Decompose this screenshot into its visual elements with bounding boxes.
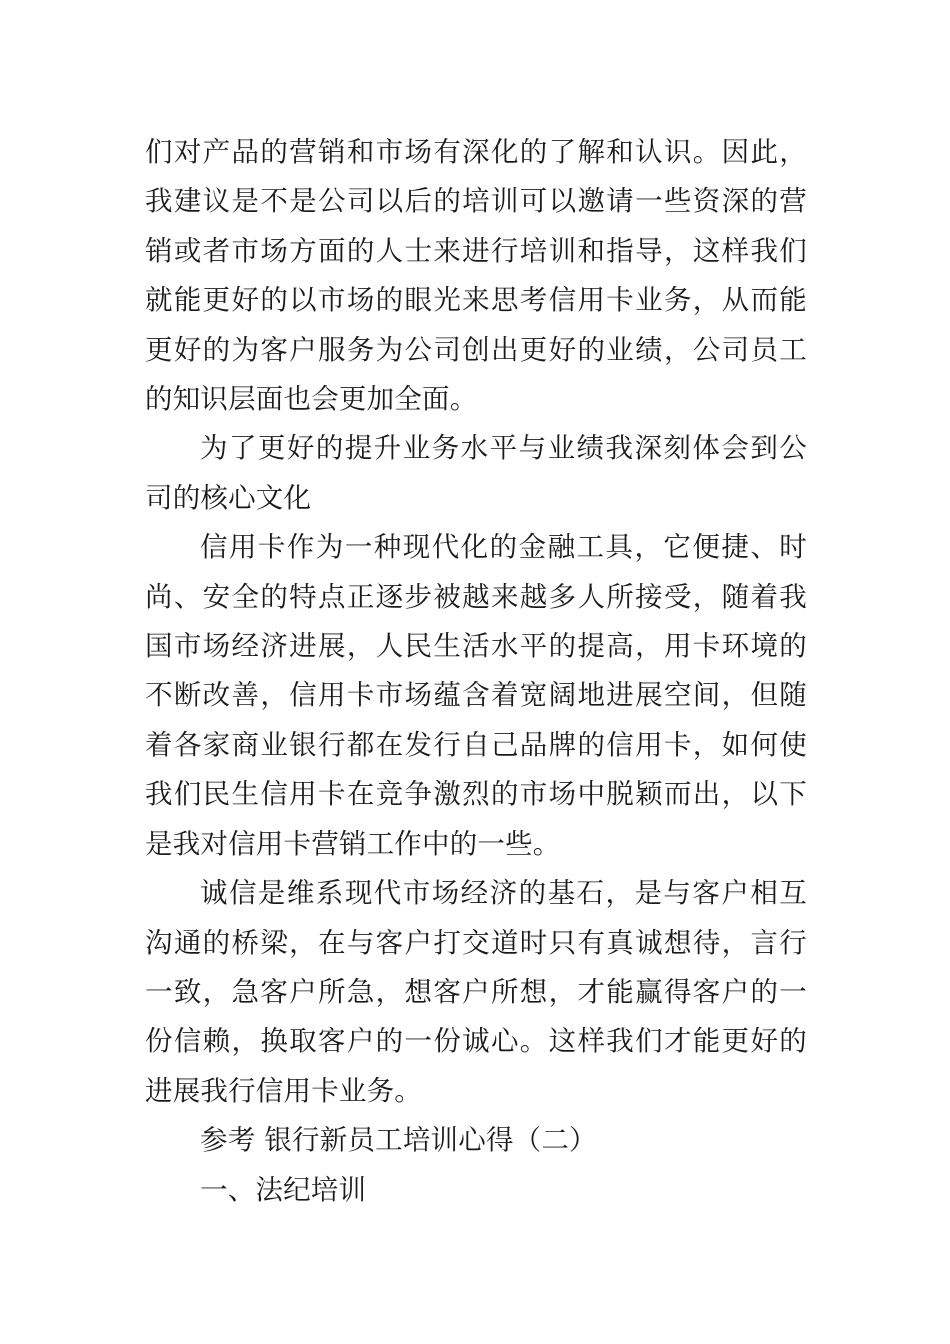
paragraph-core-culture: 为了更好的提升业务水平与业绩我深刻体会到公司的核心文化 (145, 432, 807, 514)
section-heading-discipline-training: 一、法纪培训 (200, 1173, 367, 1206)
paragraph-integrity: 诚信是维系现代市场经济的基石，是与客户相互沟通的桥梁，在与客户打交道时只有真诚想待，言行一致，急客户所急，想客户所想，才能赢得客户的一份信赖，换取客户的一份诚心。这样我们才能更好的进展我行信用卡业务。 (145, 877, 807, 1107)
paragraph-credit-card: 信用卡作为一种现代化的金融工具，它便捷、时尚、安全的特点正逐步被越来越多人所接受，随着我国市场经济进展，人民生活水平的提高，用卡环境的不断改善，信用卡市场蕴含着宽阔地进展空间，但随着各家商业银行都在发行自己品牌的信用卡，如何使我们民生信用卡在竞争激烈的市场中脱颖而出，以下是我对信用卡营销工作中的一些。 (145, 531, 807, 860)
document-body (145, 128, 807, 1215)
paragraph-continued: 们对产品的营销和市场有深化的了解和认识。因此，我建议是不是公司以后的培训可以邀请一些资深的营销或者市场方面的人士来进行培训和指导，这样我们就能更好的以市场的眼光来思考信用卡业务，从而能更好的为客户服务为公司创出更好的业绩，公司员工的知识层面也会更加全面。 (145, 136, 807, 416)
section-heading-reference: 参考 银行新员工培训心得（二） (200, 1124, 597, 1157)
